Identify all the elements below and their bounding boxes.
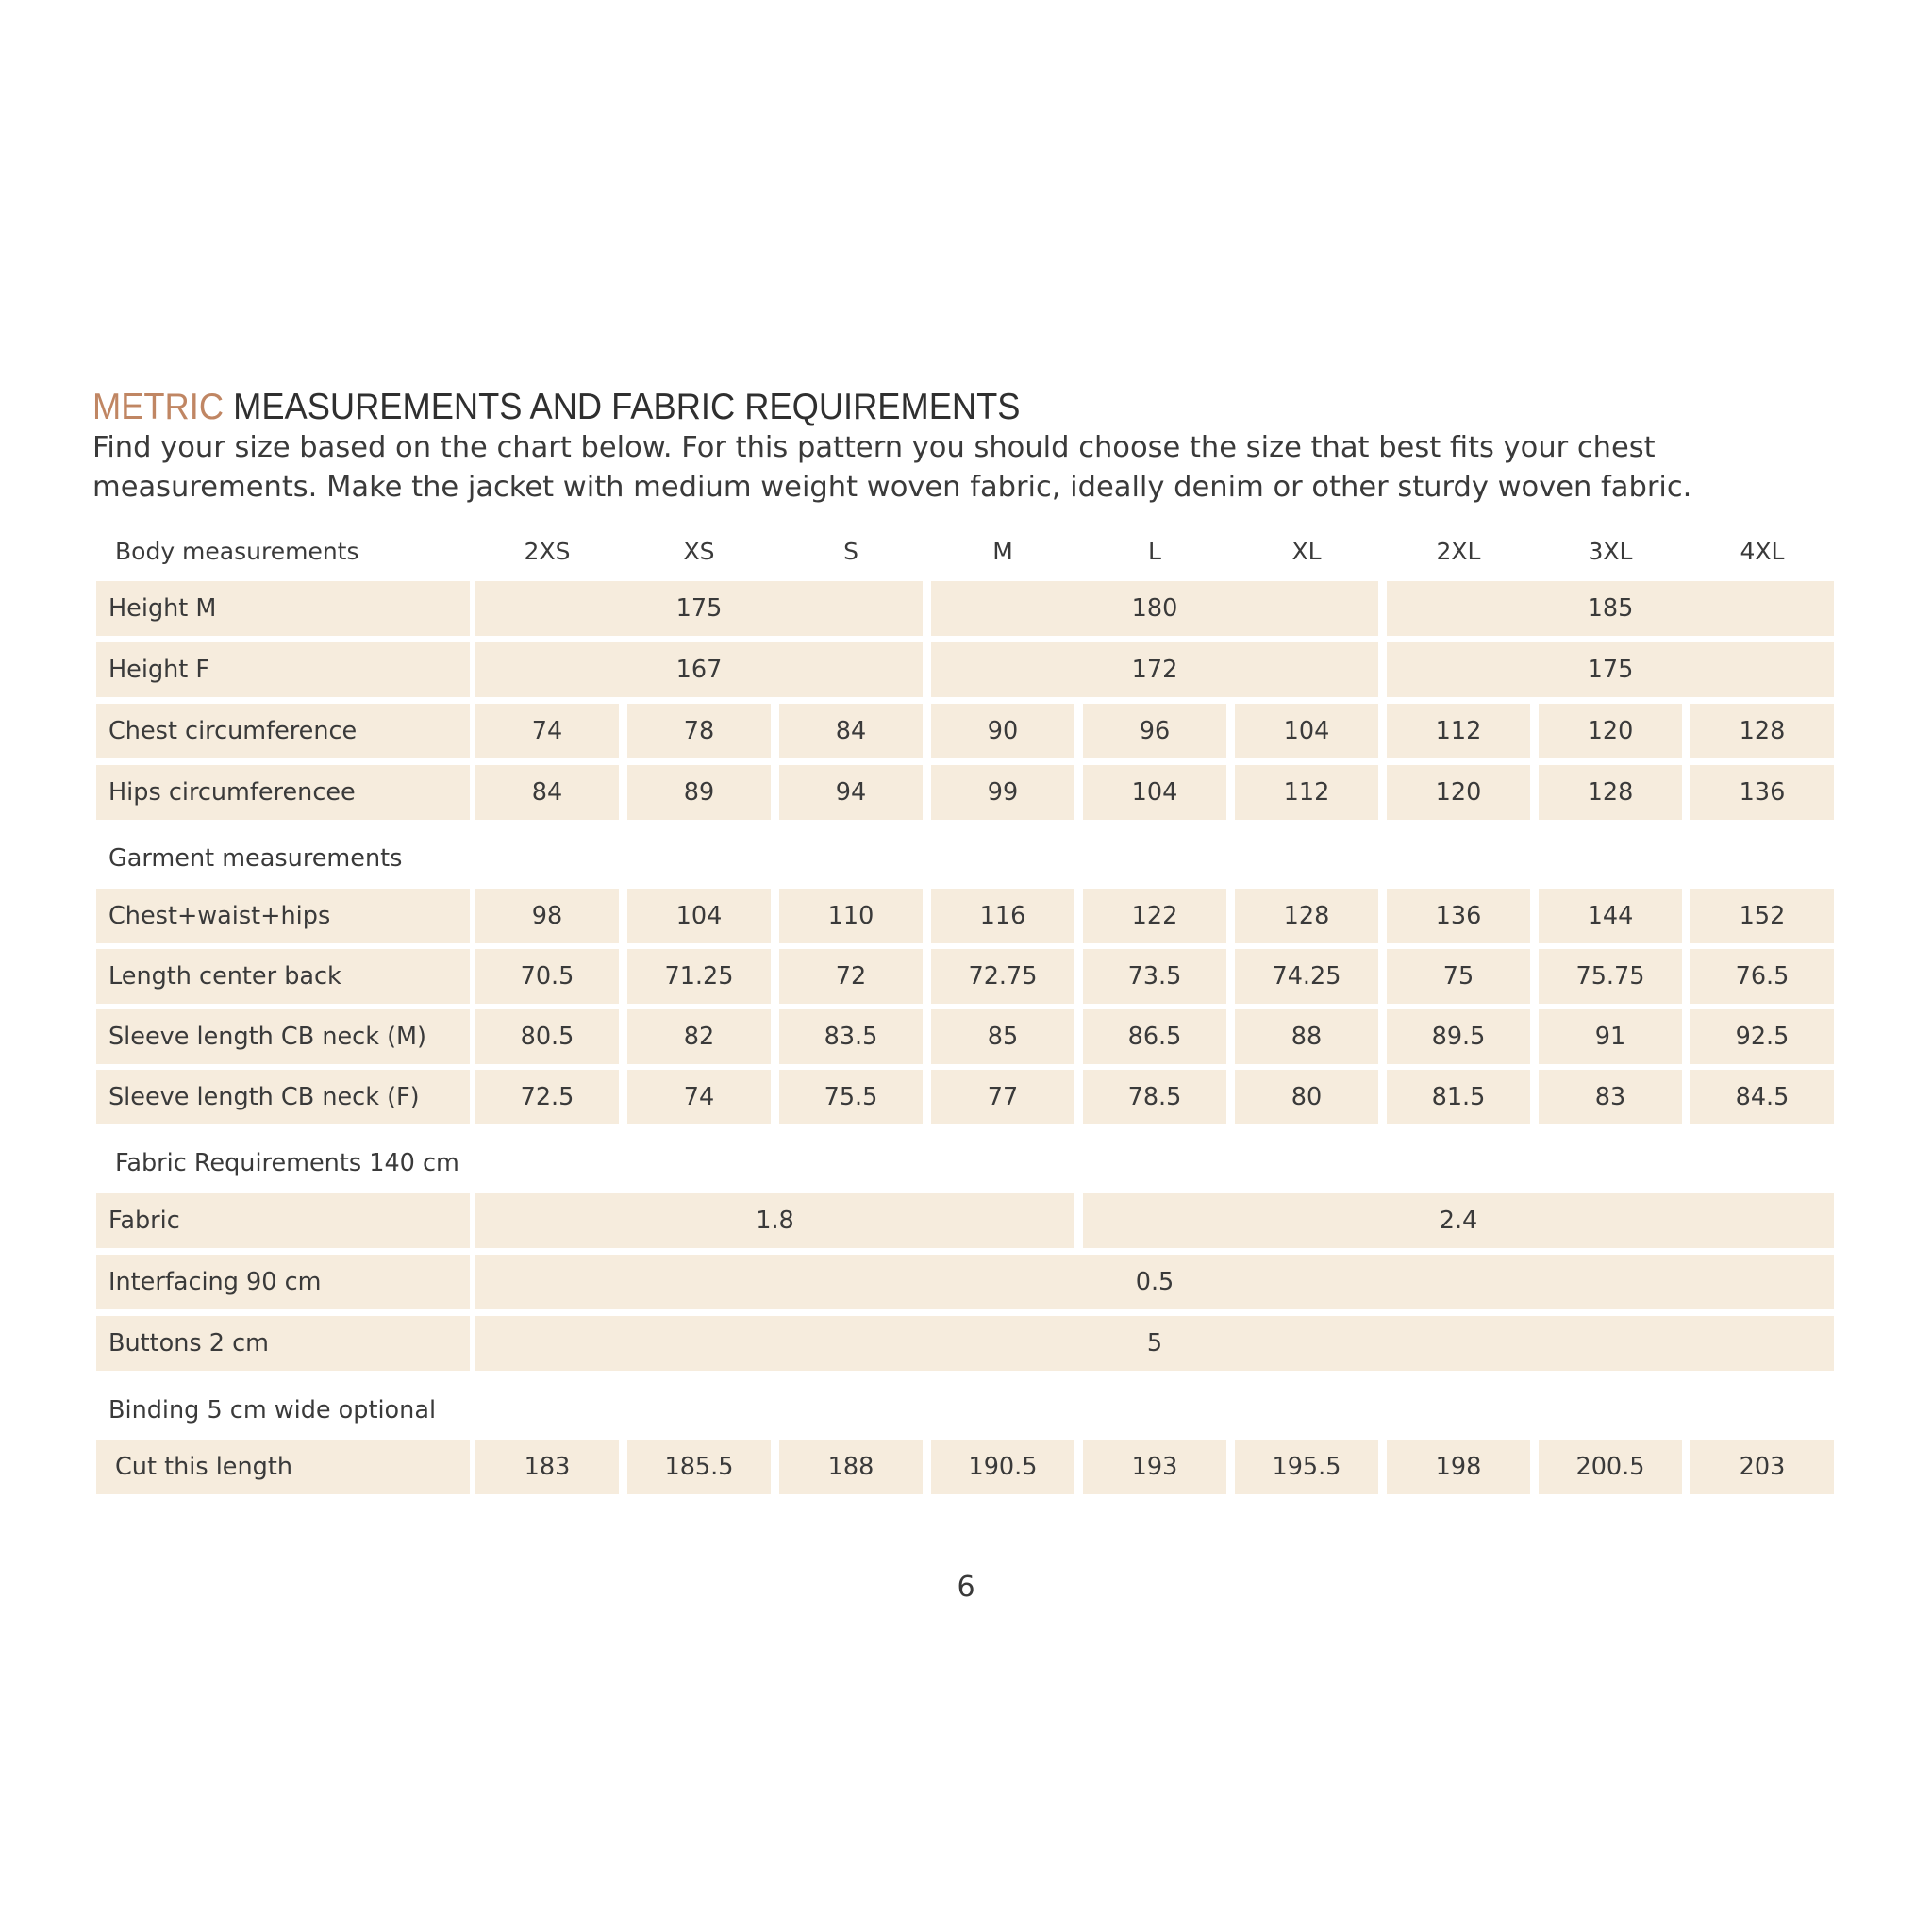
table-cell: 72 [779,949,923,1004]
table-cell: 128 [1235,889,1378,943]
table-cell: 78 [627,704,771,758]
size-header-row [96,528,1834,575]
table-cell: 5 [475,1316,1834,1371]
table-cell: 82 [627,1009,771,1064]
table-cell: 0.5 [475,1255,1834,1309]
table-cell: 78.5 [1083,1070,1226,1124]
table-cell: 172 [931,642,1378,697]
table-cell: 86.5 [1083,1009,1226,1064]
table-cell: 75.5 [779,1070,923,1124]
table-cell: 136 [1690,765,1834,820]
table-cell: 144 [1539,889,1682,943]
table-cell: 77 [931,1070,1074,1124]
table-row-cut-length [96,1440,1834,1494]
table-cell: 75 [1387,949,1530,1004]
table-cell: 2.4 [1083,1193,1834,1248]
table-cell: 75.75 [1539,949,1682,1004]
row-label: Chest circumference [96,704,470,758]
size-header: L [1148,538,1161,565]
size-header: XS [683,538,715,565]
table-cell: 84 [475,765,619,820]
table-row-interfacing [96,1255,1834,1309]
table-row-chest-waist-hips [96,889,1834,943]
table-cell: 84.5 [1690,1070,1834,1124]
table-cell: 70.5 [475,949,619,1004]
table-cell: 198 [1387,1440,1530,1494]
table-cell: 112 [1235,765,1378,820]
table-cell: 72.75 [931,949,1074,1004]
table-row-hips [96,765,1834,820]
row-label: Cut this length [96,1440,470,1494]
table-cell: 84 [779,704,923,758]
table-cell: 83 [1539,1070,1682,1124]
table-cell: 183 [475,1440,619,1494]
body-measurements-heading: Body measurements [115,538,359,565]
table-row-sleeve-m [96,1009,1834,1064]
table-cell: 175 [475,581,923,636]
table-row-fabric [96,1193,1834,1248]
table-cell: 72.5 [475,1070,619,1124]
table-row-buttons [96,1316,1834,1371]
table-cell: 185.5 [627,1440,771,1494]
row-label: Hips circumferencee [96,765,470,820]
row-label: Sleeve length CB neck (M) [96,1009,470,1064]
title-accent: METRIC [92,387,225,427]
table-cell: 89 [627,765,771,820]
table-cell: 203 [1690,1440,1834,1494]
title-rest: MEASUREMENTS AND FABRIC REQUIREMENTS [224,387,1021,427]
table-cell: 90 [931,704,1074,758]
table-cell: 122 [1083,889,1226,943]
table-cell: 74 [475,704,619,758]
table-cell: 120 [1387,765,1530,820]
table-cell: 74.25 [1235,949,1378,1004]
table-cell: 74 [627,1070,771,1124]
table-cell: 83.5 [779,1009,923,1064]
table-cell: 112 [1387,704,1530,758]
size-header: M [992,538,1013,565]
table-row-length-center-back [96,949,1834,1004]
table-cell: 88 [1235,1009,1378,1064]
size-header: 2XS [524,538,571,565]
table-cell: 175 [1387,642,1834,697]
table-cell: 185 [1387,581,1834,636]
table-row-sleeve-f [96,1070,1834,1124]
table-cell: 71.25 [627,949,771,1004]
table-cell: 180 [931,581,1378,636]
table-cell: 91 [1539,1009,1682,1064]
table-cell: 190.5 [931,1440,1074,1494]
table-cell: 104 [1083,765,1226,820]
intro-line-2: measurements. Make the jacket with medium weight woven fabric, ideally denim or other sturdy woven fabric. [92,471,1692,504]
table-cell: 98 [475,889,619,943]
table-cell: 128 [1690,704,1834,758]
row-label: Buttons 2 cm [96,1316,470,1371]
table-row-height-f [96,642,1834,697]
row-label: Fabric [96,1193,470,1248]
table-cell: 80.5 [475,1009,619,1064]
intro-text [92,428,1866,508]
table-row-height-m [96,581,1834,636]
table-cell: 73.5 [1083,949,1226,1004]
row-label: Sleeve length CB neck (F) [96,1070,470,1124]
table-cell: 85 [931,1009,1074,1064]
table-cell: 76.5 [1690,949,1834,1004]
row-label: Height M [96,581,470,636]
table-cell: 120 [1539,704,1682,758]
table-cell: 1.8 [475,1193,1074,1248]
table-cell: 99 [931,765,1074,820]
table-cell: 200.5 [1539,1440,1682,1494]
size-header: 4XL [1740,538,1785,565]
table-cell: 152 [1690,889,1834,943]
table-cell: 80 [1235,1070,1378,1124]
row-label: Chest+waist+hips [96,889,470,943]
row-label: Interfacing 90 cm [96,1255,470,1309]
binding-heading: Binding 5 cm wide optional [108,1396,437,1424]
table-cell: 188 [779,1440,923,1494]
fabric-requirements-heading: Fabric Requirements 140 cm [115,1149,459,1177]
table-cell: 136 [1387,889,1530,943]
table-cell: 94 [779,765,923,820]
size-header: XL [1291,538,1322,565]
table-cell: 195.5 [1235,1440,1378,1494]
size-header: 2XL [1436,538,1481,565]
table-cell: 81.5 [1387,1070,1530,1124]
page-number: 6 [957,1571,975,1604]
size-header: S [843,538,858,565]
table-cell: 110 [779,889,923,943]
table-cell: 89.5 [1387,1009,1530,1064]
table-cell: 116 [931,889,1074,943]
table-cell: 128 [1539,765,1682,820]
table-cell: 193 [1083,1440,1226,1494]
intro-line-1: Find your size based on the chart below. For this pattern you should choose the size that best fits your chest [92,431,1656,464]
table-cell: 92.5 [1690,1009,1834,1064]
page-title [92,385,1020,430]
garment-measurements-heading: Garment measurements [108,844,403,873]
table-cell: 96 [1083,704,1226,758]
table-cell: 104 [627,889,771,943]
size-header: 3XL [1588,538,1633,565]
table-cell: 104 [1235,704,1378,758]
table-row-chest [96,704,1834,758]
row-label: Height F [96,642,470,697]
table-cell: 167 [475,642,923,697]
row-label: Length center back [96,949,470,1004]
